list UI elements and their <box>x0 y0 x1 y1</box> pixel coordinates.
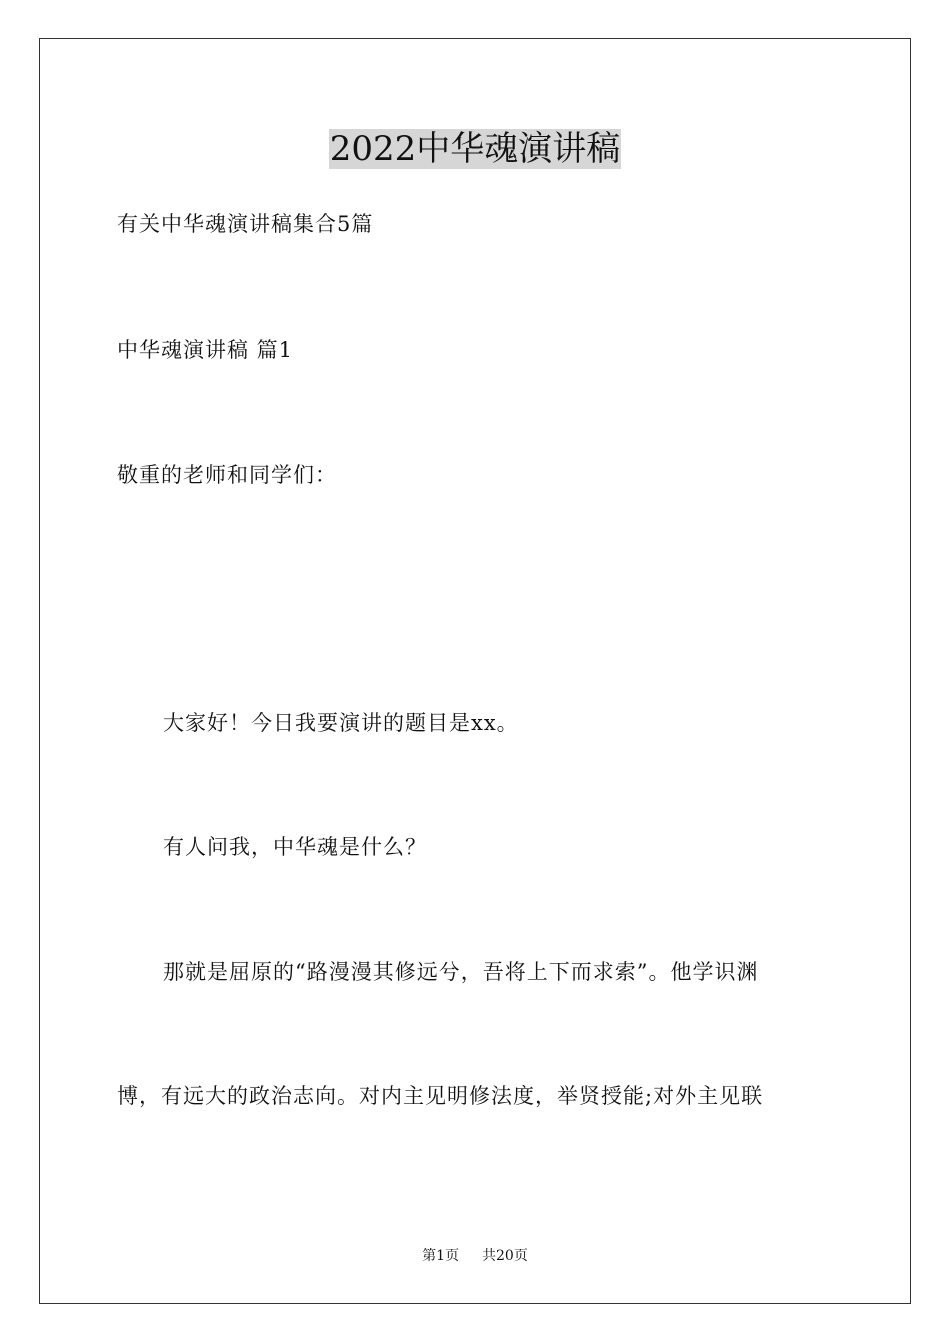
document-title-text: 2022中华魂演讲稿 <box>329 129 621 169</box>
document-title <box>0 128 950 170</box>
page-number: 第1页 <box>422 1248 460 1264</box>
page-footer <box>0 1246 950 1266</box>
paragraph-line: 那就是屈原的“路漫漫其修远兮，吾将上下而求索”。他学识渊 <box>163 960 759 984</box>
document-subtitle: 有关中华魂演讲稿集合5篇 <box>117 212 374 236</box>
page-total: 共20页 <box>482 1248 528 1264</box>
section-heading: 中华魂演讲稿 篇1 <box>117 338 294 362</box>
paragraph-line: 有人问我，中华魂是什么？ <box>163 835 427 859</box>
paragraph-line: 大家好！今日我要演讲的题目是xx。 <box>163 711 519 735</box>
salutation: 敬重的老师和同学们： <box>117 463 337 487</box>
paragraph-line: 博，有远大的政治志向。对内主见明修法度，举贤授能;对外主见联 <box>117 1084 764 1108</box>
